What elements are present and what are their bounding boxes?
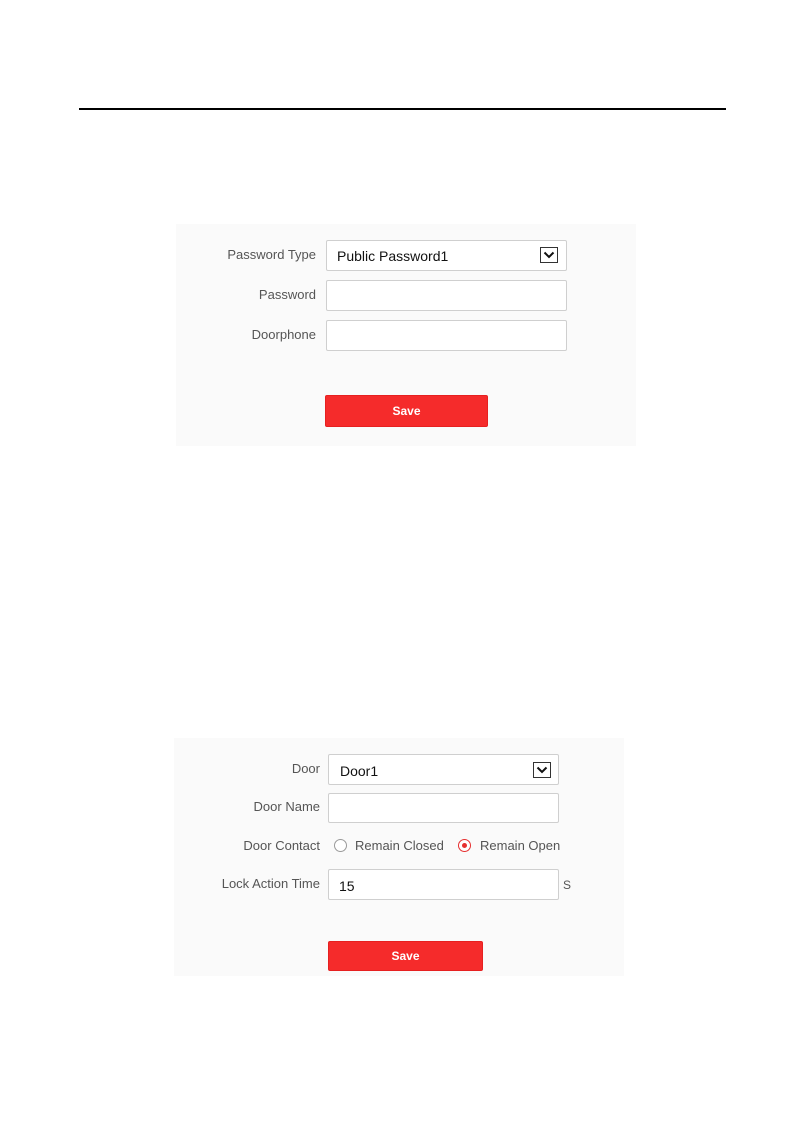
remain-open-radio[interactable] [458, 839, 471, 852]
door-label: Door [291, 761, 320, 776]
save-button[interactable]: Save [325, 395, 488, 427]
radio-selected-dot [462, 843, 467, 848]
door-value: Door1 [340, 763, 379, 779]
chevron-down-icon[interactable] [540, 247, 558, 263]
password-type-label: Password Type [227, 247, 316, 262]
door-select[interactable] [328, 754, 559, 785]
save-button[interactable]: Save [328, 941, 483, 971]
lock-action-time-input[interactable] [328, 869, 559, 900]
remain-open-label[interactable]: Remain Open [480, 838, 561, 853]
remain-closed-label[interactable]: Remain Closed [355, 838, 444, 853]
page-header-rule [79, 108, 726, 110]
doorphone-label: Doorphone [251, 327, 316, 342]
chevron-down-icon[interactable] [533, 762, 551, 778]
remain-closed-radio[interactable] [334, 839, 347, 852]
lock-action-time-label: Lock Action Time [221, 876, 320, 891]
password-label: Password [258, 287, 316, 302]
password-input[interactable] [326, 280, 567, 311]
door-name-label: Door Name [253, 799, 320, 814]
doorphone-input[interactable] [326, 320, 567, 351]
password-type-select[interactable] [326, 240, 567, 271]
lock-action-time-unit: S [563, 878, 572, 892]
password-type-value: Public Password1 [337, 248, 449, 264]
lock-action-time-value: 15 [339, 878, 355, 894]
door-name-input[interactable] [328, 793, 559, 823]
door-contact-label: Door Contact [243, 838, 320, 853]
